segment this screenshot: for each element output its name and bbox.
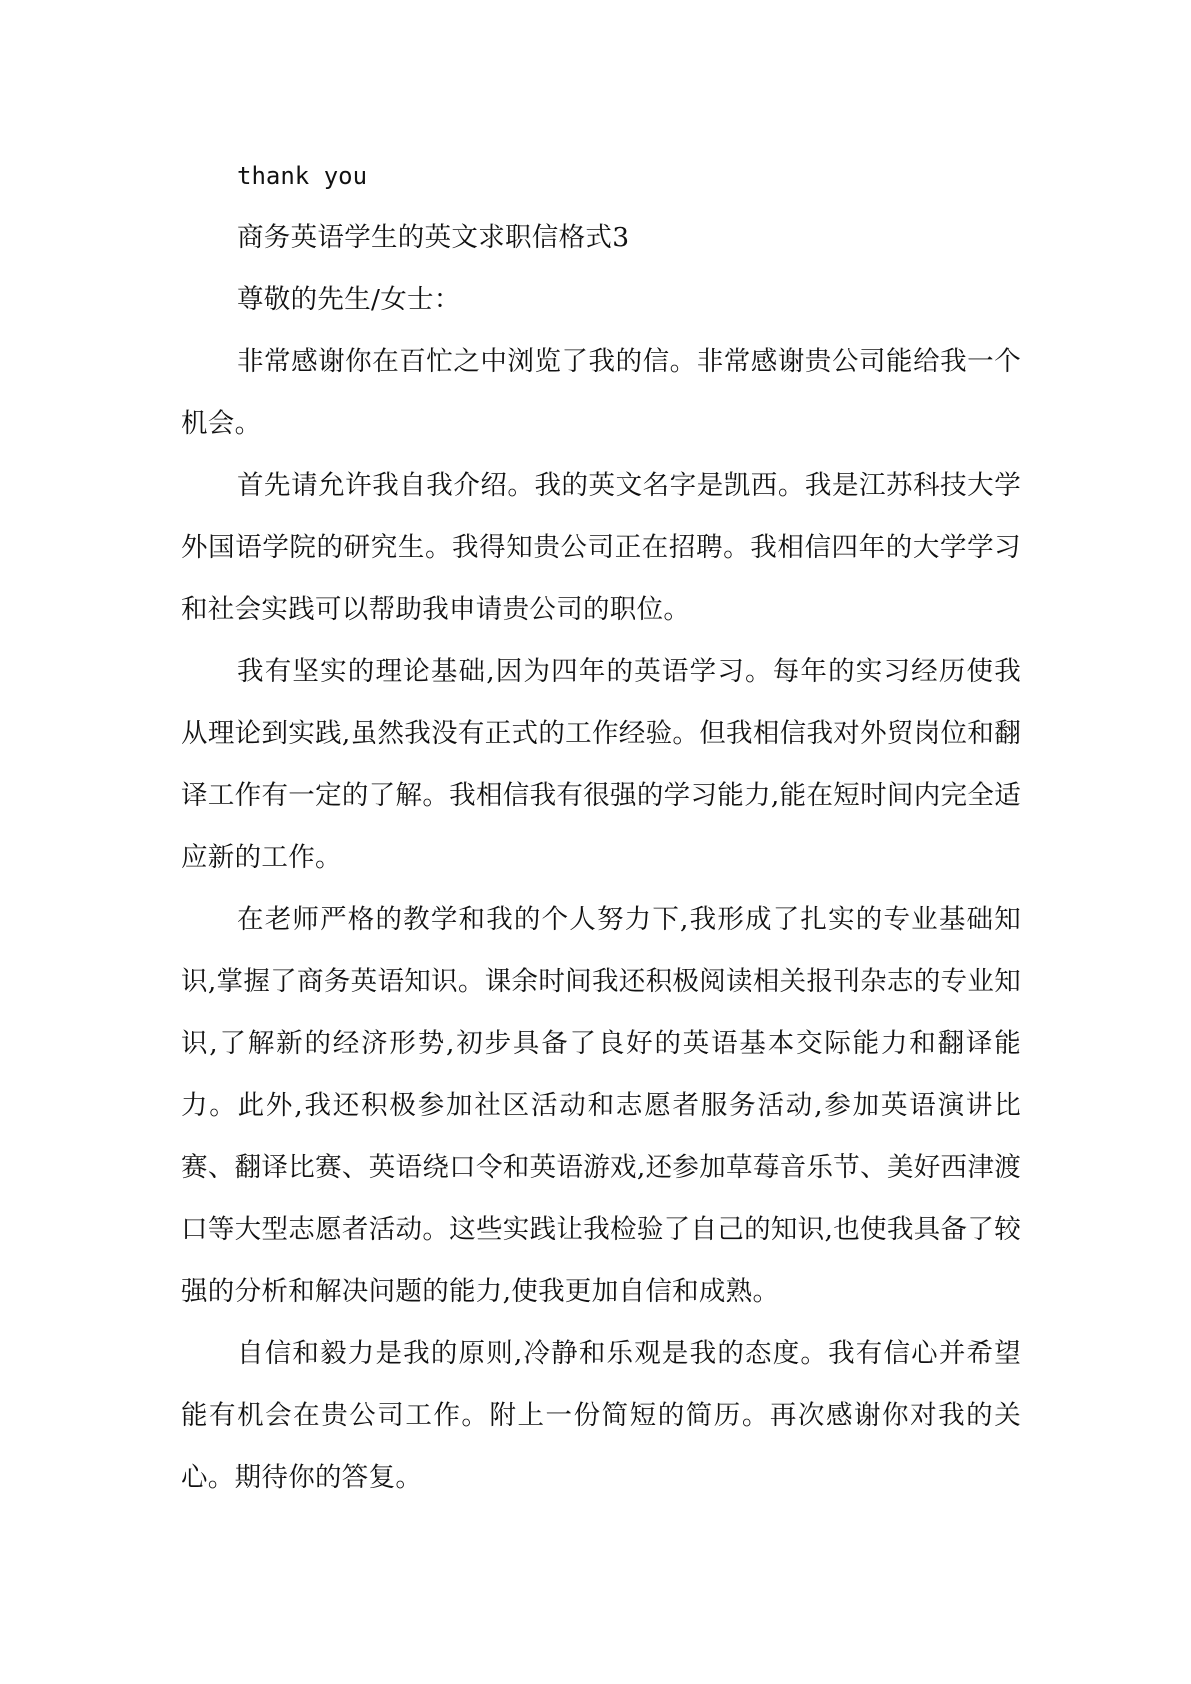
paragraph-introduction: 首先请允许我自我介绍。我的英文名字是凯西。我是江苏科技大学外国语学院的研究生。我得知贵公司正在招聘。我相信四年的大学学习和社会实践可以帮助我申请贵公司的职位。 [181,470,1021,625]
paragraph-thanks: 非常感谢你在百忙之中浏览了我的信。非常感谢贵公司能给我一个机会。 [181,346,1021,439]
paragraph-closing: 自信和毅力是我的原则,冷静和乐观是我的态度。我有信心并希望能有机会在贵公司工作。附上一份简短的简历。再次感谢你对我的关心。期待你的答复。 [181,1338,1021,1493]
paragraph-foundation: 我有坚实的理论基础,因为四年的英语学习。每年的实习经历使我从理论到实践,虽然我没有正式的工作经验。但我相信我对外贸岗位和翻译工作有一定的了解。我相信我有很强的学习能力,能在短时间内完全适应新的工作。 [181,656,1021,873]
salutation: 尊敬的先生/女士： [237,284,461,315]
section-title: 商务英语学生的英文求职信格式3 [237,222,630,253]
closing-line: thank you [237,162,368,190]
document-body [181,145,1021,1509]
paragraph-experience: 在老师严格的教学和我的个人努力下,我形成了扎实的专业基础知识,掌握了商务英语知识。课余时间我还积极阅读相关报刊杂志的专业知识,了解新的经济形势,初步具备了良好的英语基本交际能力和翻译能力。此外,我还积极参加社区活动和志愿者服务活动,参加英语演讲比赛、翻译比赛、英语绕口令和英语游戏,还参加草莓音乐节、美好西津渡口等大型志愿者活动。这些实践让我检验了自己的知识,也使我具备了较强的分析和解决问题的能力,使我更加自信和成熟。 [181,904,1021,1307]
